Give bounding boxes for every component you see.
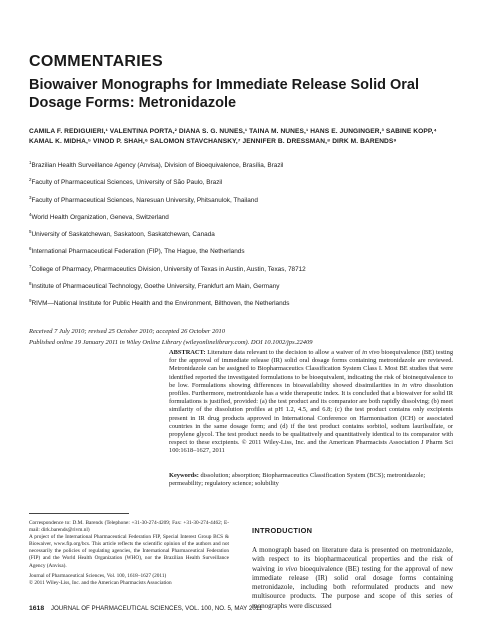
affiliation-list — [29, 158, 459, 314]
affiliation-item — [29, 244, 459, 261]
received-dates: Received 7 July 2010; revised 25 October 2010; accepted 26 October 2010 — [29, 328, 225, 335]
affiliation-text: Faculty of Pharmaceutical Sciences, University of São Paulo, Brazil — [31, 179, 223, 187]
introduction-heading: INTRODUCTION — [252, 526, 313, 535]
affiliation-number: 4 — [29, 211, 32, 217]
abstract — [169, 349, 453, 456]
correspondence-note: Correspondence to: D.M. Barends (Telephone: +31-30-274-4209; Fax: +31-30-274-4462; E-mail: dirk.barends@rivm.nl) — [29, 520, 229, 534]
copyright-note: © 2011 Wiley-Liss, Inc. and the American Pharmacists Association — [29, 579, 172, 586]
affiliation-item — [29, 210, 459, 227]
affiliation-text: International Pharmaceutical Federation (FIP), The Hague, the Netherlands — [31, 248, 245, 256]
affiliation-item — [29, 279, 459, 296]
affiliation-item — [29, 158, 459, 175]
affiliation-item — [29, 296, 459, 313]
footnotes — [29, 520, 229, 587]
keywords — [169, 472, 453, 488]
footnote-divider — [29, 513, 129, 514]
keywords-label: Keywords: — [169, 472, 199, 479]
author-list: CAMILA F. REDIGUIERI,¹ VALENTINA PORTA,² DIANA S. G. NUNES,¹ TAINA M. NUNES,¹ HANS E. JUNGINGER,³ SABINE KOPP,⁴ KAMAL K. MIDHA,⁵ VINOD P. SHAH,⁶ SALOMON STAVCHANSKY,⁷ JENNIFER B. DRESSMAN,⁸ DIRK M. BARENDS⁹ — [29, 128, 437, 145]
journal-citation: Journal of Pharmaceutical Sciences, Vol. 100, 1618–1627 (2011) — [29, 572, 167, 579]
abstract-text: Literature data relevant to the decision to allow a waiver of in vivo bioequivalence (BE) testing for the approval of immediate release (IR) solid oral dosage forms containing metronidazole are reviewed. Metronidazole can be assigned to Biopharmaceutics Classification System Class I. Most BE studies that were identified reported the investigated formulations to be bioequivalent, indicating the risk of bioinequivalence to be low. Formulations showing differences in bioavailability showed dissimilarities in in vitro dissolution profiles. Furthermore, metronidazole has a wide therapeutic index. It is concluded that a biowaiver for solid IR formulations is justified, provided: (a) the test product and its comparator are both rapidly dissolving; (b) meet similarity of the dissolution profiles at pH 1.2, 4.5, and 6.8; (c) the test product contains only excipients present in IR drug products approved in International Conference on Harmonisation (ICH) or associated countries in the same dosage form; and (d) if the test product contains sorbitol, sodium laurilsulfate, or propylene glycol. The test product needs to be qualitatively and quantitatively identical to its comparator with respect to these excipients. © 2011 Wiley-Liss, Inc. and the American Pharmacists Association J Pharm Sci 100:1618–1627, 2011 — [169, 349, 454, 455]
publication-dates — [29, 326, 469, 348]
abstract-label: ABSTRACT: — [169, 349, 206, 356]
affiliation-number: 5 — [29, 229, 32, 235]
affiliation-text: Institute of Pharmaceutical Technology, Goethe University, Frankfurt am Main, Germany — [31, 283, 280, 291]
affiliation-item — [29, 193, 459, 210]
keywords-text: dissolution; absorption; Biopharmaceutics Classification System (BCS); metronidazole; permeability; regulatory science; solubility — [169, 472, 426, 488]
published-online: Published online 19 January 2011 in Wiley Online Library (wileyonlinelibrary.com). DOI 10.1002/jps.22409 — [29, 339, 313, 346]
affiliation-number: 7 — [29, 263, 32, 269]
page-number: 1618 — [29, 605, 45, 612]
affiliation-number: 2 — [29, 177, 32, 183]
affiliation-text: RIVM—National Institute for Public Health and the Environment, Bilthoven, the Netherlands — [31, 300, 290, 308]
affiliation-number: 8 — [29, 281, 32, 287]
paper-title: Biowaiver Monographs for Immediate Release Solid Oral Dosage Forms: Metronidazole — [29, 77, 419, 111]
affiliation-text: University of Saskatchewan, Saskatoon, Saskatchewan, Canada — [31, 231, 215, 239]
section-heading: COMMENTARIES — [29, 53, 163, 70]
affiliation-number: 6 — [29, 246, 32, 252]
affiliation-number: 9 — [29, 298, 32, 304]
affiliation-number: 3 — [29, 194, 32, 200]
project-note: A project of the International Pharmaceutical Federation FIP, Special Interest Group BCS & Biowaiver, www.fip.org/bcs. This article reflects the scientific opinion of the authors and not necessarily the policies of regulating agencies, the International Pharmaceutical Federation (FIP) and the World Health Organization (WHO), nor the Brazilian Health Surveillance Agency (Anvisa). — [29, 534, 229, 569]
page-footer — [29, 605, 262, 612]
introduction-text: A monograph based on literature data is presented on metronidazole, with respect to its biopharmaceutical properties and the risk of waiving in vivo bioequivalence (BE) testing for the approval of new immediate release (IR) solid oral dosage forms containing metronidazole, including both reformulated products and new multisource products. The purpose and scope of this series of monographs were discussed — [252, 546, 453, 610]
affiliation-text: World Health Organization, Geneva, Switzerland — [31, 213, 169, 221]
affiliation-text: Brazilian Health Surveillance Agency (Anvisa), Division of Bioequivalence, Brasília, Brazil — [31, 162, 284, 169]
affiliation-item — [29, 175, 459, 192]
affiliation-item — [29, 227, 459, 244]
affiliation-text: College of Pharmacy, Pharmaceutics Division, University of Texas in Austin, Austin, Texas, 78712 — [31, 265, 306, 273]
affiliation-item — [29, 262, 459, 279]
affiliation-number: 1 — [29, 160, 32, 165]
affiliation-text: Faculty of Pharmaceutical Sciences, Naresuan University, Phitsanulok, Thailand — [31, 196, 258, 204]
journal-running-footer: JOURNAL OF PHARMACEUTICAL SCIENCES, VOL. 100, NO. 5, MAY 2011 — [50, 605, 263, 612]
